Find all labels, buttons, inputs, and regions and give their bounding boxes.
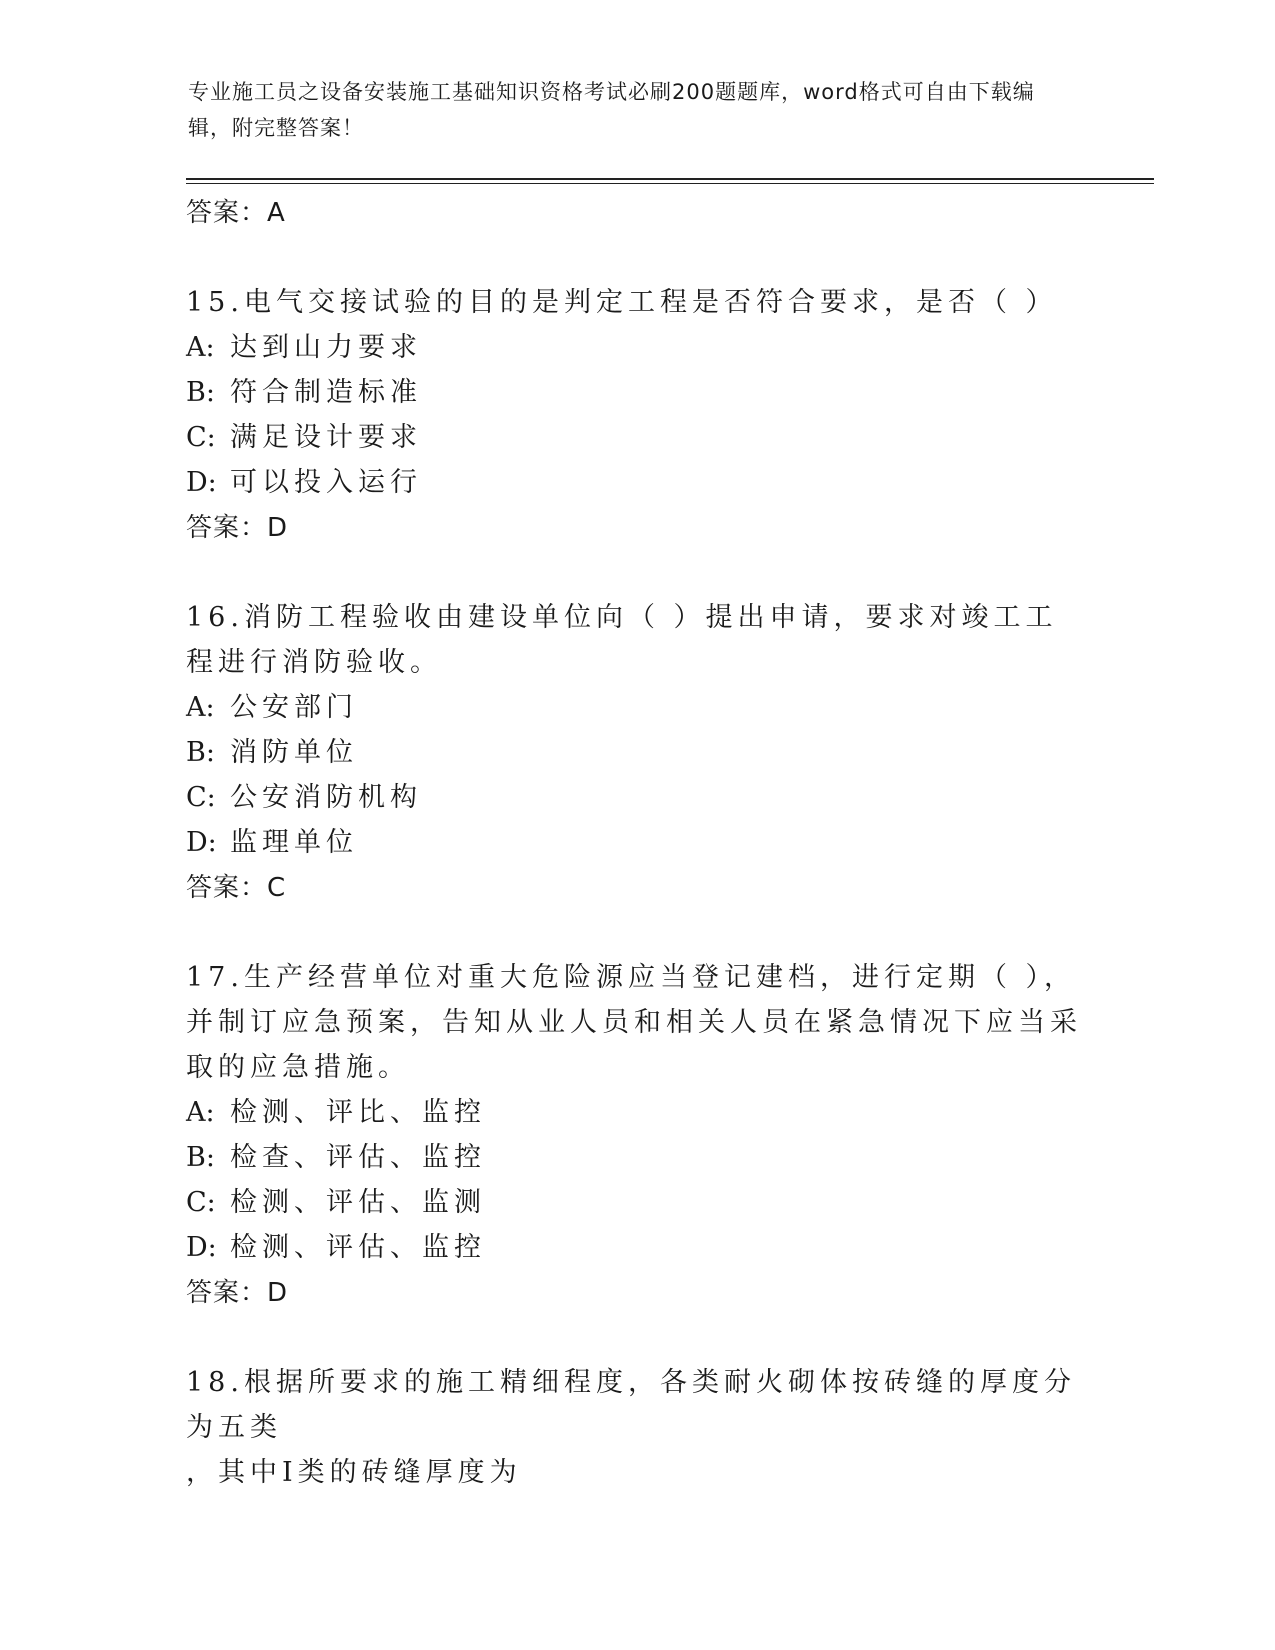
question-15-answer: 答案：D [186,513,289,543]
question-list [186,190,1086,1495]
header-title: 专业施工员之设备安装施工基础知识资格考试必刷200题题库，word格式可自由下载编辑，附完整答案！ [188,80,1035,140]
question-17-option-b: B: 检查、评估、监控 [186,1142,486,1173]
header-divider [186,178,1154,180]
document-header [188,74,1068,146]
question-18-text [186,1360,1086,1495]
question-18-line-2: ，其中Ⅰ类的砖缝厚度为 [186,1457,522,1488]
question-15-option-a: A: 达到山力要求 [186,332,422,363]
question-15-text: 15.电气交接试验的目的是判定工程是否符合要求，是否（ ） [186,287,1058,318]
question-17-option-d: D: 检测、评估、监控 [186,1232,486,1263]
question-16-option-d: D: 监理单位 [186,827,358,858]
question-17-answer: 答案：D [186,1278,289,1308]
question-16-text: 16.消防工程验收由建设单位向（ ）提出申请，要求对竣工工程进行消防验收。 [186,602,1058,678]
question-16-option-b: B: 消防单位 [186,737,358,768]
question-18-line-1: 18.根据所要求的施工精细程度，各类耐火砌体按砖缝的厚度分为五类 [186,1367,1076,1443]
question-17-option-c: C: 检测、评估、监测 [186,1187,486,1218]
question-15-option-d: D: 可以投入运行 [186,467,422,498]
question-16-answer: 答案：C [186,873,287,903]
previous-answer: 答案：A [186,198,286,228]
question-17-option-a: A: 检测、评比、监控 [186,1097,486,1128]
question-16-option-a: A: 公安部门 [186,692,358,723]
question-16-option-c: C: 公安消防机构 [186,782,422,813]
question-15-option-b: B: 符合制造标准 [186,377,422,408]
question-17-text: 17.生产经营单位对重大危险源应当登记建档，进行定期（ ），并制订应急预案，告知从业人员和相关人员在紧急情况下应当采取的应急措施。 [186,962,1082,1083]
header-divider-thin [186,183,1154,184]
question-15-option-c: C: 满足设计要求 [186,422,422,453]
